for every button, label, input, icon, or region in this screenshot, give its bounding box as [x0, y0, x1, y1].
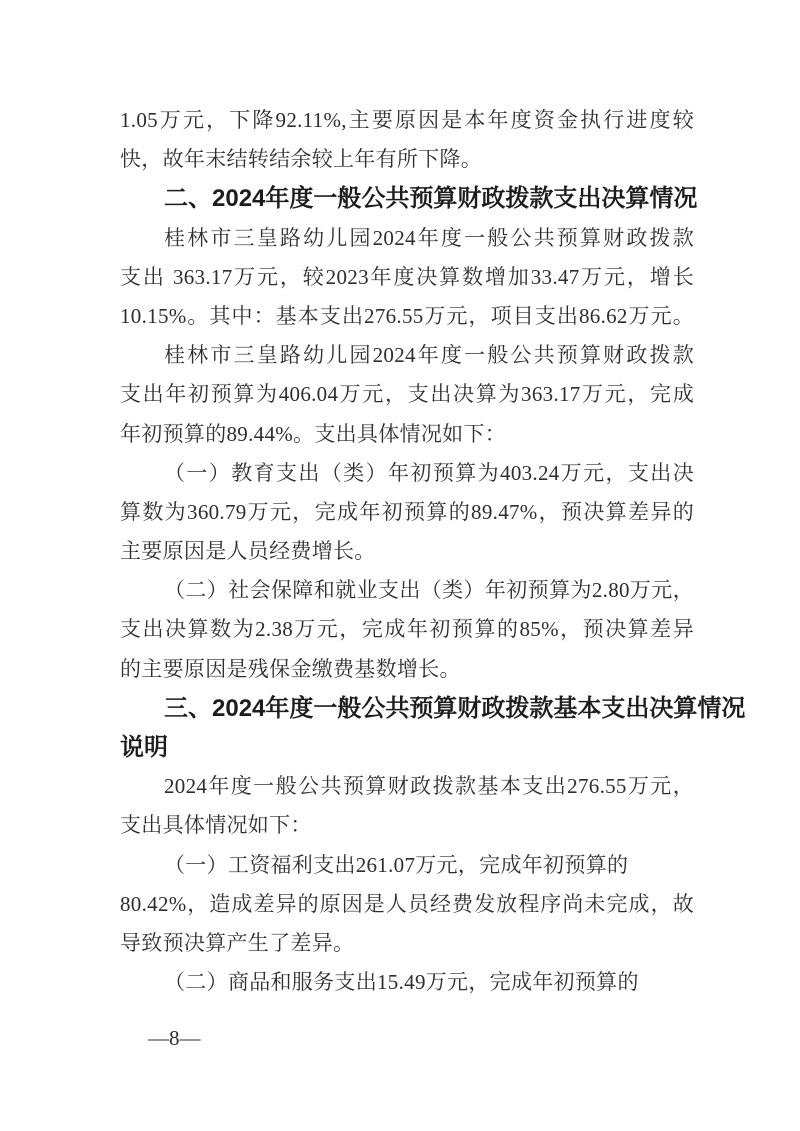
body-line: 2024年度一般公共预算财政拨款基本支出276.55万元， [164, 774, 694, 799]
body-line: 10.15%。其中：基本支出276.55万元，项目支出86.62万元。 [120, 303, 694, 328]
body-line: 快，故年末结转结余较上年有所下降。 [120, 147, 483, 172]
body-line: 支出决算数为2.38万元，完成年初预算的85%，预决算差异 [120, 617, 694, 642]
body-line: （二）商品和服务支出15.49万元，完成年初预算的 [164, 970, 639, 995]
body-line: （二）社会保障和就业支出（类）年初预算为2.80万元， [164, 578, 694, 603]
heading-line: 说明 [120, 734, 168, 761]
body-line: 桂林市三皇路幼儿园2024年度一般公共预算财政拨款 [164, 343, 694, 368]
body-line: 的主要原因是残保金缴费基数增长。 [120, 656, 461, 681]
body-line: 桂林市三皇路幼儿园2024年度一般公共预算财政拨款 [164, 225, 694, 250]
heading-line: 二、2024年度一般公共预算财政拨款支出决算情况 [164, 185, 698, 213]
page-footer [148, 1022, 201, 1054]
heading-line: 三、2024年度一般公共预算财政拨款基本支出决算情况 [164, 694, 746, 722]
body-line: 80.42%，造成差异的原因是人员经费发放程序尚未完成，故 [120, 891, 694, 916]
body-line: 支出具体情况如下： [120, 813, 312, 838]
body-line: 导致预决算产生了差异。 [120, 930, 355, 955]
page-number: —8— [148, 1026, 201, 1050]
document-content [120, 101, 746, 1002]
body-line: （一）教育支出（类）年初预算为403.24万元，支出决 [164, 460, 694, 485]
body-line: 年初预算的89.44%。支出具体情况如下： [120, 421, 507, 446]
body-line: 1.05万元，下降92.11%,主要原因是本年度资金执行进度较 [120, 108, 694, 132]
body-line: 支出年初预算为406.04万元，支出决算为363.17万元，完成 [120, 382, 694, 407]
body-line: 主要原因是人员经费增长。 [120, 539, 376, 564]
body-line: （一）工资福利支出261.07万元，完成年初预算的 [164, 852, 629, 877]
body-line: 支出 363.17万元，较2023年度决算数增加33.47万元，增长 [120, 264, 694, 289]
body-line: 算数为360.79万元，完成年初预算的89.47%，预决算差异的 [120, 499, 694, 524]
